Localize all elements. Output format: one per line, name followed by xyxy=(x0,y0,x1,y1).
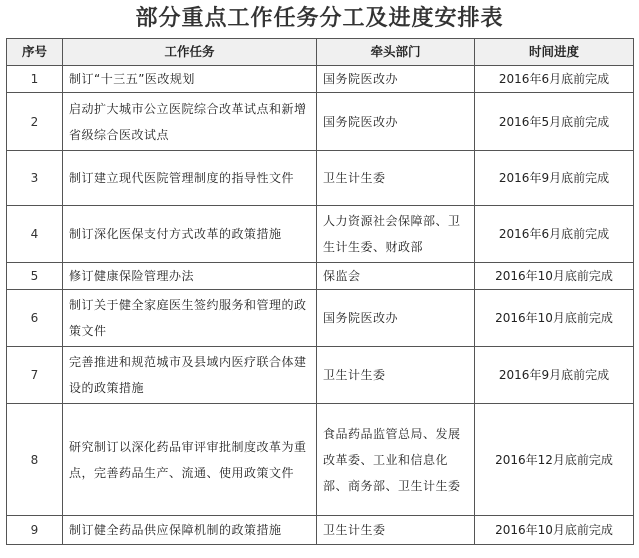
row-task: 制订关于健全家庭医生签约服务和管理的政策文件 xyxy=(63,290,317,347)
table-row xyxy=(7,151,634,206)
row-no: 5 xyxy=(7,263,63,290)
row-task: 完善推进和规范城市及县域内医疗联合体建设的政策措施 xyxy=(63,347,317,404)
row-dept: 国务院医改办 xyxy=(317,66,475,93)
task-table xyxy=(6,38,634,545)
row-progress: 2016年10月底前完成 xyxy=(475,290,634,347)
row-progress: 2016年6月底前完成 xyxy=(475,66,634,93)
row-task: 制订健全药品供应保障机制的政策措施 xyxy=(63,516,317,545)
header-task: 工作任务 xyxy=(63,39,317,66)
row-dept: 食品药品监管总局、发展改革委、工业和信息化部、商务部、卫生计生委 xyxy=(317,404,475,516)
row-task: 制订“十三五”医改规划 xyxy=(63,66,317,93)
row-no: 7 xyxy=(7,347,63,404)
table-row xyxy=(7,290,634,347)
row-task: 制订深化医保支付方式改革的政策措施 xyxy=(63,206,317,263)
row-no: 6 xyxy=(7,290,63,347)
header-no: 序号 xyxy=(7,39,63,66)
row-task: 启动扩大城市公立医院综合改革试点和新增省级综合医改试点 xyxy=(63,93,317,151)
row-dept: 保监会 xyxy=(317,263,475,290)
table-row xyxy=(7,206,634,263)
row-progress: 2016年9月底前完成 xyxy=(475,347,634,404)
table-row xyxy=(7,516,634,545)
row-dept: 国务院医改办 xyxy=(317,290,475,347)
table-row xyxy=(7,93,634,151)
row-progress: 2016年10月底前完成 xyxy=(475,516,634,545)
row-no: 4 xyxy=(7,206,63,263)
row-dept: 卫生计生委 xyxy=(317,347,475,404)
table-row xyxy=(7,263,634,290)
row-dept: 卫生计生委 xyxy=(317,151,475,206)
row-dept: 卫生计生委 xyxy=(317,516,475,545)
row-task: 修订健康保险管理办法 xyxy=(63,263,317,290)
table-row xyxy=(7,66,634,93)
table-row xyxy=(7,347,634,404)
header-progress: 时间进度 xyxy=(475,39,634,66)
row-progress: 2016年10月底前完成 xyxy=(475,263,634,290)
row-no: 3 xyxy=(7,151,63,206)
row-no: 2 xyxy=(7,93,63,151)
table-row xyxy=(7,404,634,516)
row-no: 9 xyxy=(7,516,63,545)
header-row xyxy=(7,39,634,66)
row-progress: 2016年9月底前完成 xyxy=(475,151,634,206)
page-title: 部分重点工作任务分工及进度安排表 xyxy=(135,5,504,31)
row-no: 8 xyxy=(7,404,63,516)
row-progress: 2016年6月底前完成 xyxy=(475,206,634,263)
row-progress: 2016年5月底前完成 xyxy=(475,93,634,151)
header-dept: 牵头部门 xyxy=(317,39,475,66)
row-progress: 2016年12月底前完成 xyxy=(475,404,634,516)
row-dept: 国务院医改办 xyxy=(317,93,475,151)
row-task: 制订建立现代医院管理制度的指导性文件 xyxy=(63,151,317,206)
row-task: 研究制订以深化药品审评审批制度改革为重点，完善药品生产、流通、使用政策文件 xyxy=(63,404,317,516)
row-no: 1 xyxy=(7,66,63,93)
row-dept: 人力资源社会保障部、卫生计生委、财政部 xyxy=(317,206,475,263)
